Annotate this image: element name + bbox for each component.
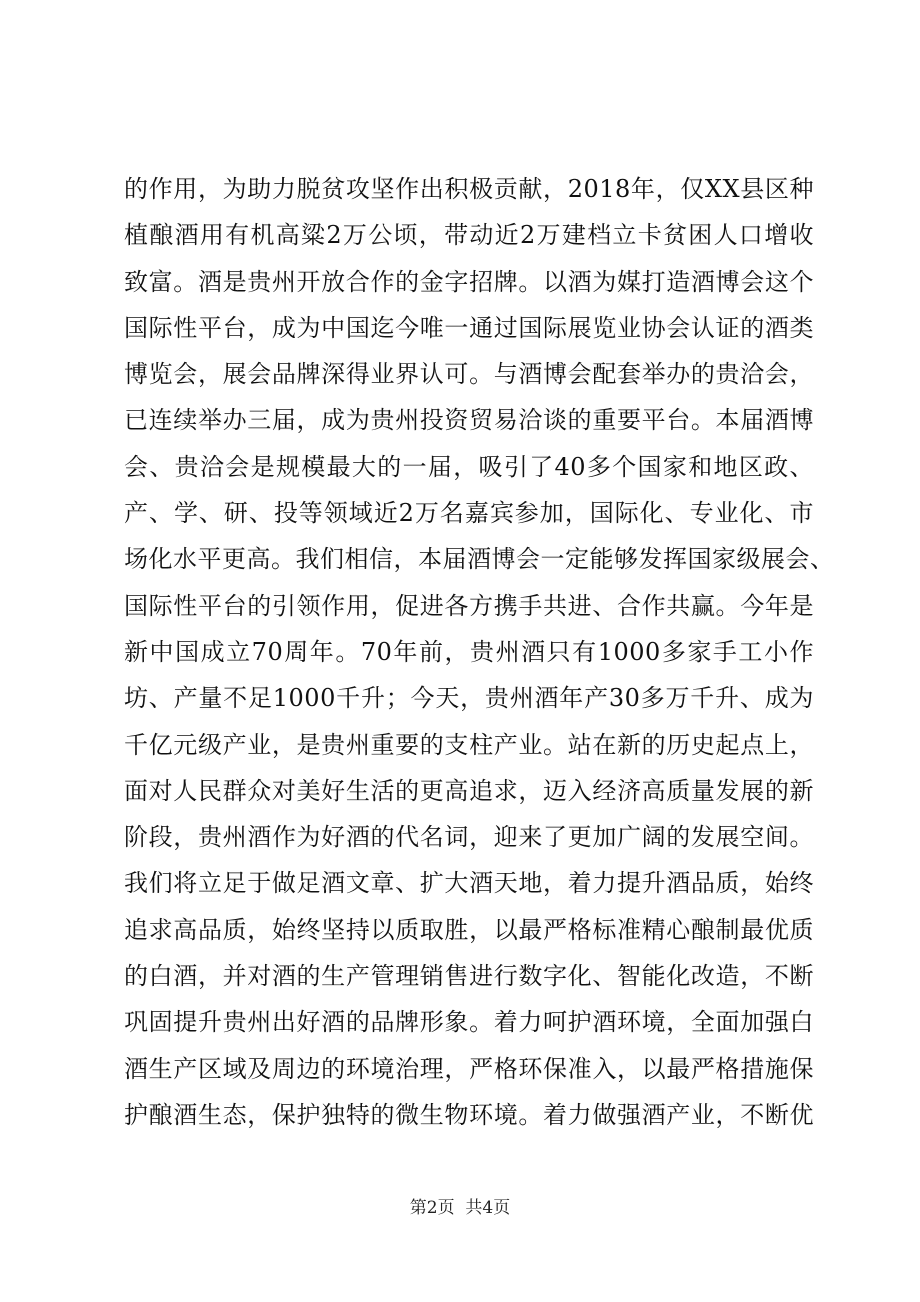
text-line: 国际性平台，成为中国迄今唯一通过国际展览业协会认证的酒类	[124, 313, 814, 342]
text-line: 产、学、研、投等领域近2万名嘉宾参加，国际化、专业化、市	[124, 499, 814, 528]
text-line: 酒生产区域及周边的环境治理，严格环保准入，以最严格措施保	[124, 1054, 814, 1083]
text-line: 博览会，展会品牌深得业界认可。与酒博会配套举办的贵洽会，	[124, 360, 814, 389]
text-line: 千亿元级产业，是贵州重要的支柱产业。站在新的历史起点上，	[124, 730, 814, 759]
text-line: 面对人民群众对美好生活的更高追求，迈入经济高质量发展的新	[124, 776, 814, 805]
text-line: 巩固提升贵州出好酒的品牌形象。着力呵护酒环境，全面加强白	[124, 1008, 814, 1037]
page-footer: 第2页 共4页	[409, 1198, 511, 1218]
text-line: 新中国成立70周年。70年前，贵州酒只有1000多家手工小作	[124, 637, 814, 666]
text-line: 植酿酒用有机高粱2万公顷，带动近2万建档立卡贫困人口增收	[124, 221, 814, 250]
text-line: 已连续举办三届，成为贵州投资贸易洽谈的重要平台。本届酒博	[124, 406, 814, 435]
text-line: 追求高品质，始终坚持以质取胜，以最严格标准精心酿制最优质	[124, 915, 814, 944]
text-line: 坊、产量不足1000千升；今天，贵州酒年产30多万千升、成为	[124, 684, 814, 713]
text-line: 阶段，贵州酒作为好酒的代名词，迎来了更加广阔的发展空间。	[124, 823, 814, 852]
text-line: 的作用，为助力脱贫攻坚作出积极贡献，2018年，仅XX县区种	[124, 175, 814, 203]
text-line: 的白酒，并对酒的生产管理销售进行数字化、智能化改造，不断	[124, 962, 814, 991]
text-line: 致富。酒是贵州开放合作的金字招牌。以酒为媒打造酒博会这个	[124, 267, 814, 296]
text-line: 会、贵洽会是规模最大的一届，吸引了40多个国家和地区政、	[124, 452, 814, 481]
text-line: 场化水平更高。我们相信，本届酒博会一定能够发挥国家级展会、	[124, 545, 835, 574]
text-line: 我们将立足于做足酒文章、扩大酒天地，着力提升酒品质，始终	[124, 869, 814, 898]
text-line: 护酿酒生态，保护独特的微生物环境。着力做强酒产业，不断优	[124, 1100, 814, 1129]
text-line: 国际性平台的引领作用，促进各方携手共进、合作共赢。今年是	[124, 591, 814, 620]
body-text	[124, 166, 835, 1138]
